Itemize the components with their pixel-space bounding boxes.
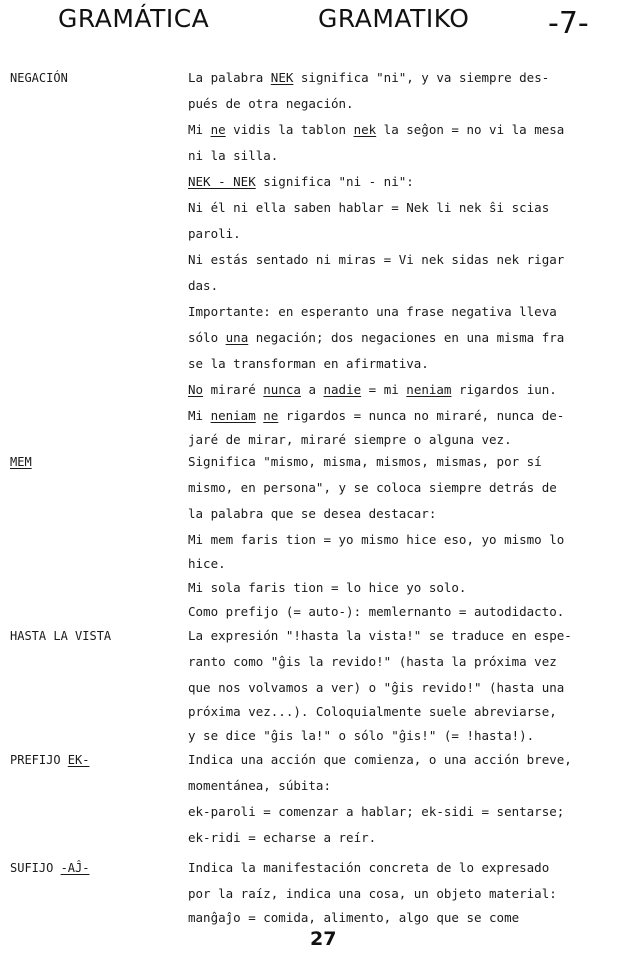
header-title-esperanto: GRAMATIKO <box>318 4 470 33</box>
text-segment: y se dice "ĝis la!" o sólo "ĝis!" (= !hasta!). <box>188 728 535 743</box>
header-page-marker: -7- <box>548 6 589 41</box>
text-segment: paroli. <box>188 226 241 241</box>
text-line <box>188 506 436 522</box>
text-segment: miraré <box>203 382 264 397</box>
underlined-term: una <box>225 330 249 345</box>
text-segment: ek-paroli = comenzar a hablar; ek-sidi = sentarse; <box>188 804 565 819</box>
text-segment: ek-ridi = echarse a reír. <box>188 830 377 845</box>
text-segment: La expresión "!hasta la vista!" se traduce en espe- <box>188 628 572 643</box>
text-line <box>188 70 549 86</box>
text-line <box>188 408 564 424</box>
text-line <box>188 200 549 216</box>
text-line <box>188 304 557 320</box>
underlined-term: ne <box>263 408 279 423</box>
text-segment: que nos volvamos a ver) o "ĝis revido!" (hasta una <box>188 680 565 695</box>
section-label-negacion <box>10 70 68 86</box>
underlined-term: ne <box>210 122 226 137</box>
section-label-mem <box>10 454 32 470</box>
text-segment: la palabra que se desea destacar: <box>188 506 437 521</box>
text-segment: pués de otra negación. <box>188 96 354 111</box>
section-label-text: HASTA LA VISTA <box>10 629 112 643</box>
section-label-sufijo-aj <box>10 860 89 876</box>
header-title-spanish: GRAMÁTICA <box>58 4 210 33</box>
text-line <box>188 752 572 768</box>
text-line <box>188 604 564 620</box>
text-line <box>188 704 557 720</box>
text-line <box>188 174 414 190</box>
text-segment: mismo, en persona", y se coloca siempre detrás de <box>188 480 557 495</box>
underlined-term: No <box>188 382 204 397</box>
text-line <box>188 860 549 876</box>
text-segment: hice. <box>188 556 226 571</box>
text-line <box>188 628 572 644</box>
text-line <box>188 728 534 744</box>
section-label-prefijo-ek <box>10 752 89 768</box>
text-segment: Mi <box>188 122 211 137</box>
text-line <box>188 910 519 926</box>
text-segment: ni la silla. <box>188 148 279 163</box>
text-segment: Indica la manifestación concreta de lo expresado <box>188 860 550 875</box>
text-line <box>188 580 466 596</box>
text-line <box>188 830 376 846</box>
text-line <box>188 330 564 346</box>
text-segment: das. <box>188 278 219 293</box>
underlined-term: neniam <box>210 408 256 423</box>
text-segment: ranto como "ĝis la revido!" (hasta la próxima vez <box>188 654 557 669</box>
underlined-term: NEK <box>270 70 294 85</box>
text-segment: negación; dos negaciones en una misma fra <box>248 330 565 345</box>
underlined-term: neniam <box>406 382 452 397</box>
text-line <box>188 556 226 572</box>
text-line <box>188 382 557 398</box>
text-line <box>188 148 278 164</box>
text-segment: próxima vez...). Coloquialmente suele abreviarse, <box>188 704 557 719</box>
text-line <box>188 804 564 820</box>
text-segment: sólo <box>188 330 226 345</box>
text-segment: manĝaĵo = comida, alimento, algo que se come <box>188 910 520 925</box>
section-label-text: SUFIJO <box>10 861 61 875</box>
footer-page-number: 27 <box>310 928 337 950</box>
text-line <box>188 356 429 372</box>
underlined-term: nunca <box>263 382 301 397</box>
text-segment: a <box>300 382 324 397</box>
text-line <box>188 454 542 470</box>
section-label-affix: -AĴ- <box>60 861 90 875</box>
text-segment: vidis la tablon <box>225 122 354 137</box>
text-segment: jaré de mirar, miraré siempre o alguna vez. <box>188 432 512 447</box>
text-segment: Indica una acción que comienza, o una acción breve, <box>188 752 572 767</box>
text-line <box>188 480 557 496</box>
text-segment: La palabra <box>188 70 271 85</box>
text-segment: Significa "mismo, misma, mismos, mismas, por sí <box>188 454 542 469</box>
text-segment: rigardos iun. <box>451 382 557 397</box>
text-line <box>188 680 564 696</box>
section-label-hasta-la-vista <box>10 628 111 644</box>
section-label-text: MEM <box>10 455 32 469</box>
text-segment: Ni estás sentado ni miras = Vi nek sidas nek rigar <box>188 252 565 267</box>
text-segment: momentánea, súbita: <box>188 778 331 793</box>
text-line <box>188 252 564 268</box>
section-label-text: NEGACIÓN <box>10 71 68 85</box>
text-segment: rigardos = nunca no miraré, nunca de- <box>278 408 565 423</box>
section-label-affix: EK- <box>67 753 90 767</box>
text-line <box>188 432 512 448</box>
text-segment: Importante: en esperanto una frase negativa lleva <box>188 304 557 319</box>
text-line <box>188 278 218 294</box>
underlined-term: nadie <box>323 382 362 397</box>
text-segment: significa "ni", y va siempre des- <box>293 70 550 85</box>
section-label-text: PREFIJO <box>10 753 68 767</box>
text-segment: = mi <box>361 382 407 397</box>
text-segment: se la transforman en afirmativa. <box>188 356 429 371</box>
text-line <box>188 96 354 112</box>
text-line <box>188 654 557 670</box>
text-segment: significa "ni - ni": <box>255 174 414 189</box>
text-segment: Mi <box>188 408 211 423</box>
text-line <box>188 122 564 138</box>
text-segment: Ni él ni ella saben hablar = Nek li nek ŝi scias <box>188 200 550 215</box>
underlined-term: nek <box>353 122 377 137</box>
text-segment: Como prefijo (= auto-): memlernanto = autodidacto. <box>188 604 565 619</box>
text-line <box>188 778 331 794</box>
text-segment: Mi sola faris tion = lo hice yo solo. <box>188 580 467 595</box>
underlined-term: NEK - NEK <box>188 174 256 189</box>
text-segment: la seĝon = no vi la mesa <box>376 122 565 137</box>
text-segment: por la raíz, indica una cosa, un objeto material: <box>188 886 557 901</box>
text-segment: Mi mem faris tion = yo mismo hice eso, yo mismo lo <box>188 532 565 547</box>
text-line <box>188 886 557 902</box>
text-line <box>188 532 564 548</box>
text-line <box>188 226 241 242</box>
